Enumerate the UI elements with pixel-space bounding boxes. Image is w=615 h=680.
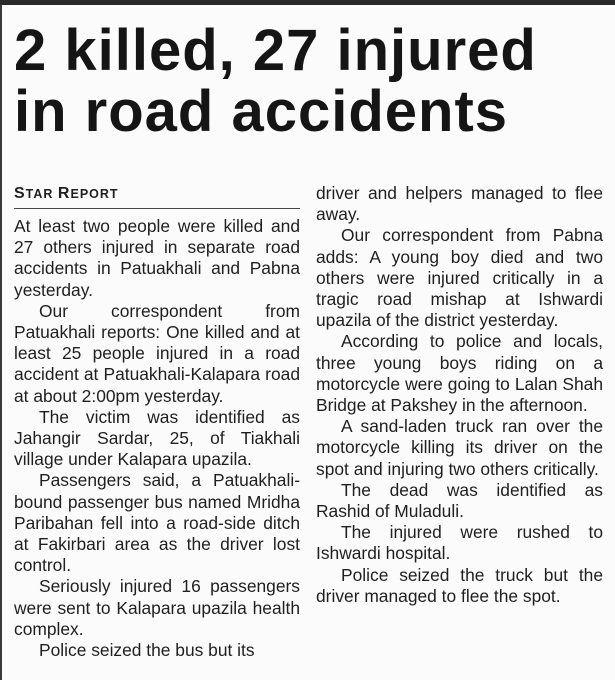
paragraph-left-5: Seriously injured 16 passengers were sent to Kalapara upazila health complex. xyxy=(14,576,300,639)
clipping-top-border xyxy=(0,0,615,5)
headline-line-1: 2 killed, 27 injured xyxy=(14,18,537,83)
paragraph-right-1: driver and helpers managed to flee away. xyxy=(316,183,603,225)
headline xyxy=(14,20,606,142)
byline-rest-1: TAR xyxy=(25,187,58,201)
paragraph-right-4: A sand-laden truck ran over the motorcycle killing its driver on the spot and injuring two others critically. xyxy=(316,416,603,479)
article-column-right xyxy=(316,183,603,607)
paragraph-left-2: Our correspondent from Patuakhali reports: One killed and at least 25 people injured in a road accident at Patuakhali-Kalapara road at about 2:00pm yesterday. xyxy=(14,300,300,406)
byline-cap-2: R xyxy=(57,185,71,202)
paragraph-left-1: At least two people were killed and 27 others injured in separate road accidents in Patuakhali and Pabna yesterday. xyxy=(14,216,300,300)
paragraph-left-4: Passengers said, a Patuakhali-bound passenger bus named Mridha Paribahan fell into a road-side ditch at Fakirbari area as the driver lost control. xyxy=(14,470,300,576)
headline-line-2: in road accidents xyxy=(14,79,509,144)
paragraph-left-6: Police seized the bus but its xyxy=(39,640,255,661)
paragraph-right-5: The dead was identified as Rashid of Muladuli. xyxy=(316,479,603,522)
paragraph-right-7: Police seized the truck but the driver managed to flee the spot. xyxy=(316,564,603,606)
paragraph-right-2: Our correspondent from Pabna adds: A young boy died and two others were injured critically in a tragic road mishap at Ishwardi upazila of the district yesterday. xyxy=(316,225,603,331)
byline xyxy=(14,183,300,209)
paragraph-left-3: The victim was identified as Jahangir Sardar, 25, of Tiakhali village under Kalapara upazila. xyxy=(14,406,300,470)
byline-cap-1: S xyxy=(14,185,26,202)
paragraph-right-6: The injured were rushed to Ishwardi hospital. xyxy=(316,522,603,564)
clipping-left-border xyxy=(0,5,2,680)
paragraph-right-3: According to police and locals, three young boys riding on a motorcycle were going to Lalan Shah Bridge at Pakshey in the afternoon. xyxy=(316,331,603,416)
article-column-left xyxy=(14,183,300,661)
byline-rest-2: EPORT xyxy=(70,187,119,201)
